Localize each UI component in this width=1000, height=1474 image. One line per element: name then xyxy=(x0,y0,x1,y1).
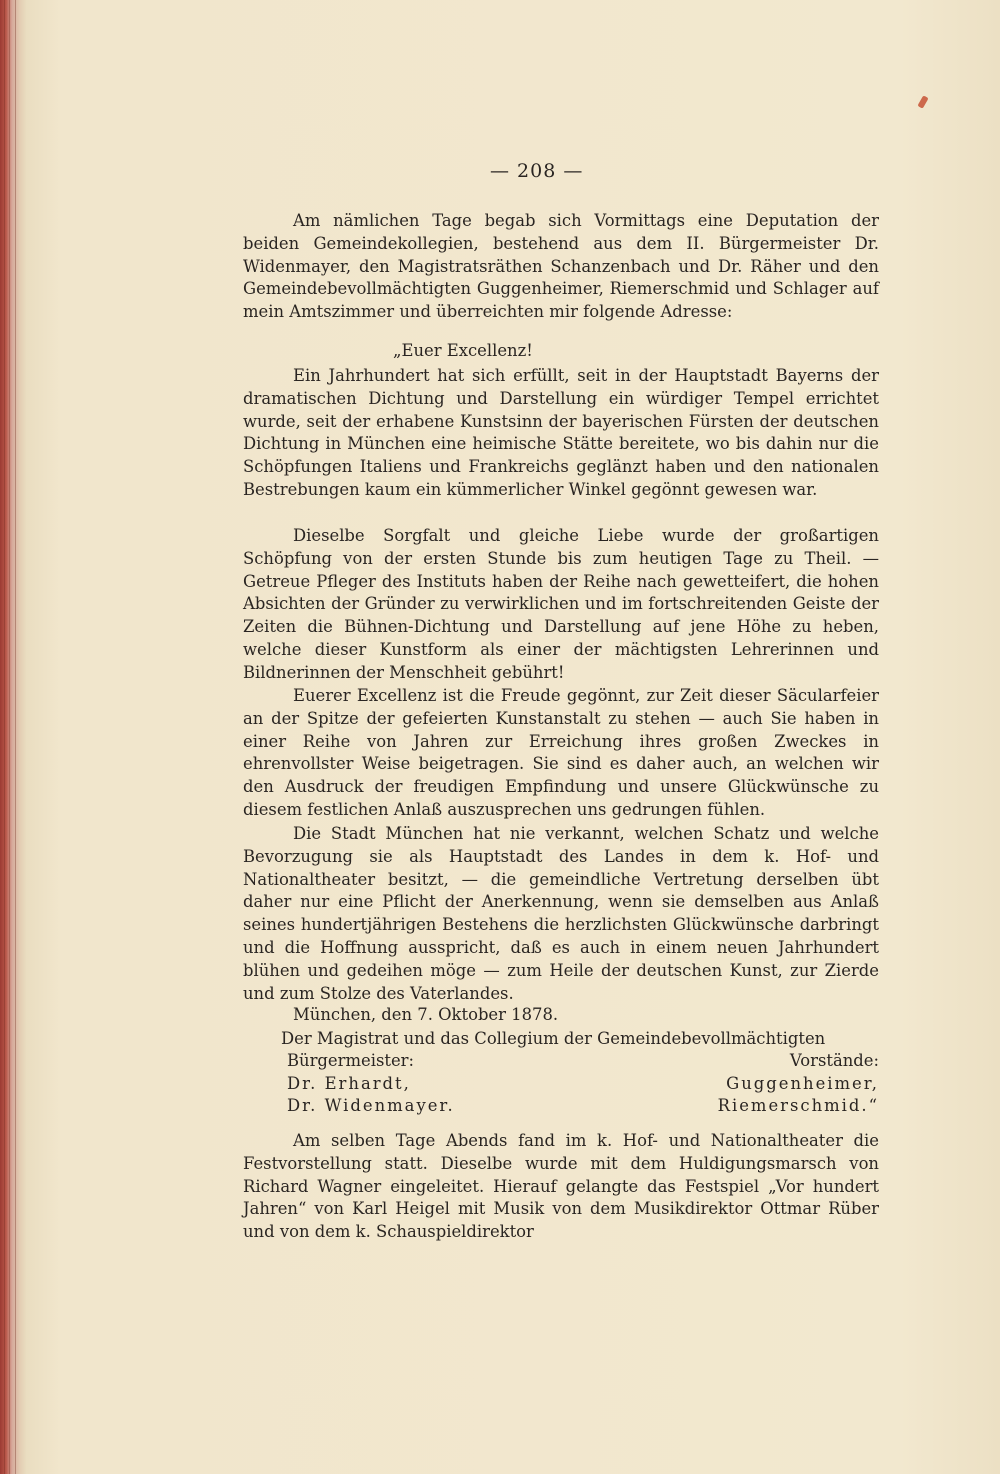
signature-name: Guggenheimer, xyxy=(726,1073,879,1093)
binding-line xyxy=(4,0,5,1474)
signature-name: Dr. Widenmayer. xyxy=(287,1096,455,1115)
signature-heading-mayors: Bürgermeister: xyxy=(287,1051,415,1070)
closing-paragraph: Am selben Tage Abends fand im k. Hof- und Nationaltheater die Festvorstellung statt. Dieselbe wurde mit dem Huldigungsmarsch von Richard Wagner eingeleitet. Hierauf gelangte das Festspiel „Vor hundert Jahren“ von Karl Heigel mit Musik von dem Musikdirektor Ottmar Rüber und von dem k. Schauspieldirektor xyxy=(243,1131,879,1242)
address-paragraph-2: Dieselbe Sorgfalt und gleiche Liebe wurde der großartigen Schöpfung von der ersten Stunde bis zum heutigen Tage zu Theil. — Getreue Pfleger des Instituts haben der Reihe nach gewetteifert, die hohen Absichten der Gründer zu verwirklichen und im fortschreitenden Geiste der Zeiten die Bühnen-Dichtung und Darstellung auf jene Höhe zu heben, welche dieser Kunstform als einer der mächtigsten Lehrerinnen und Bildnerinnen der Menschheit gebührt! xyxy=(243,526,879,682)
address-salutation: „Euer Excellenz! xyxy=(393,341,533,360)
binding-line xyxy=(9,0,10,1474)
address-paragraph-4: Die Stadt München hat nie verkannt, welchen Schatz und welche Bevorzugung sie als Hauptstadt des Landes in dem k. Hof- und Nationaltheater besitzt, — die gemeindliche Vertretung derselben übt daher nur eine Pflicht der Anerkennung, wenn sie demselben aus Anlaß seines hundertjährigen Bestehens die herzlichsten Glückwünsche darbringt und die Hoffnung ausspricht, daß es auch in einem neuen Jahrhundert blühen und gedeihen möge — zum Heile der deutschen Kunst, zur Zierde und zum Stolze des Vaterlandes. xyxy=(243,824,879,1003)
council-line: Der Magistrat und das Collegium der Gemeindebevollmächtigten xyxy=(281,1029,826,1048)
ink-mark xyxy=(917,95,928,108)
address-paragraph-3: Euerer Excellenz ist die Freude gegönnt, zur Zeit dieser Säcularfeier an der Spitze der gefeierten Kunstanstalt zu stehen — auch Sie haben in einer Reihe von Jahren zur Erreichung ihres großen Zweckes in ehrenvollster Weise beigetragen. Sie sind es daher auch, an welchen wir den Ausdruck der freudigen Empfindung und unsere Glückwünsche zu diesem festlichen Anlaß auszusprechen uns gedrungen fühlen. xyxy=(243,686,879,819)
address-paragraph-1: Ein Jahrhundert hat sich erfüllt, seit in der Hauptstadt Bayerns der dramatischen Dichtung und Darstellung ein würdiger Tempel errichtet wurde, seit der erhabene Kunstsinn der bayerischen Fürsten der deutschen Dichtung in München eine heimische Stätte bereitete, wo bis dahin nur die Schöpfungen Italiens und Frankreichs geglänzt haben und den nationalen Bestrebungen kaum ein kümmerlicher Winkel gegönnt gewesen war. xyxy=(243,366,879,499)
signature-name: Dr. Erhardt, xyxy=(287,1073,411,1093)
signatures-right xyxy=(709,1050,879,1118)
page-number: — 208 — xyxy=(490,160,584,182)
place-date: München, den 7. Oktober 1878. xyxy=(293,1005,559,1024)
signature-name: Riemerschmid.“ xyxy=(717,1096,879,1115)
signatures-left xyxy=(287,1050,547,1118)
signature-heading-board: Vorstände: xyxy=(789,1051,879,1070)
intro-paragraph: Am nämlichen Tage begab sich Vormittags eine Deputation der beiden Gemeindekollegien, bestehend aus dem II. Bürgermeister Dr. Widenmayer, den Magistratsräthen Schanzenbach und Dr. Räher und den Gemeindebevollmächtigten Guggenheimer, Riemerschmid und Schlager auf mein Amtszimmer und überreichten mir folgende Adresse: xyxy=(243,211,879,322)
binding-line xyxy=(15,0,16,1474)
book-binding xyxy=(0,0,26,1474)
